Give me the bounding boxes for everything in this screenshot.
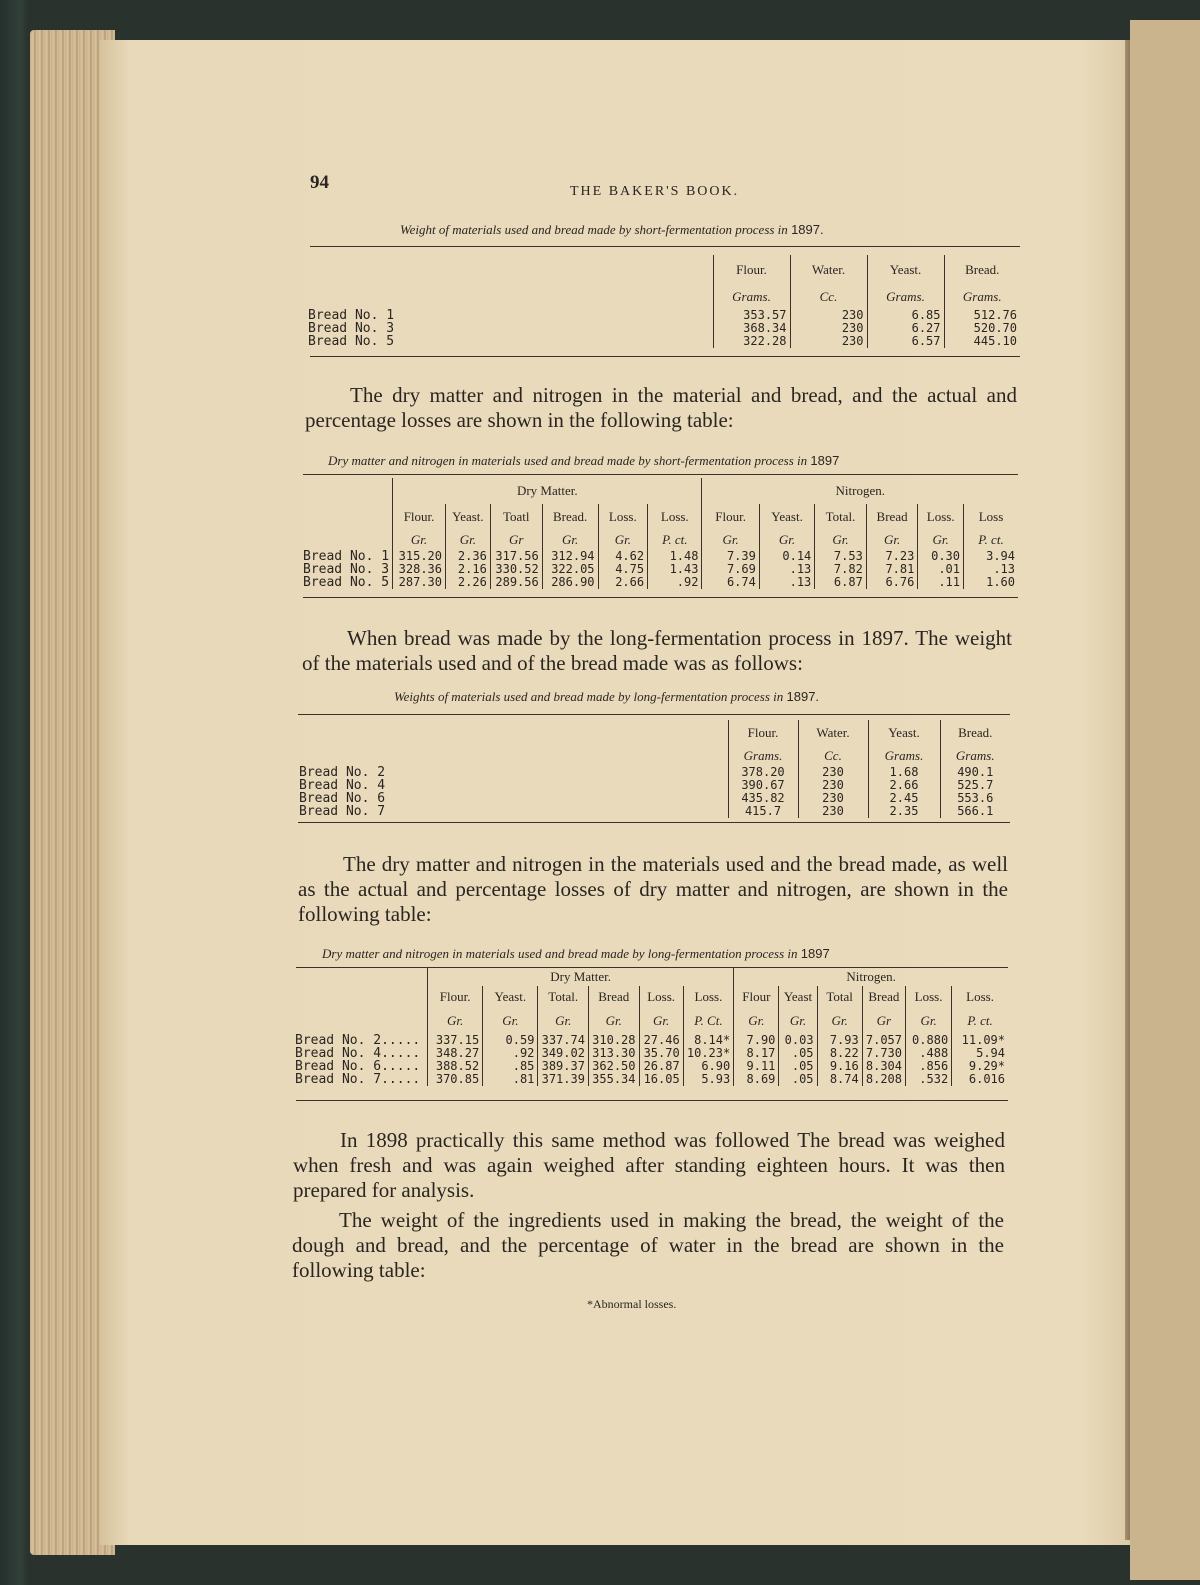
- column-header: Bread.: [542, 504, 598, 530]
- cell: .85: [483, 1060, 538, 1073]
- column-unit: P. ct.: [964, 530, 1018, 550]
- cell: .01: [918, 563, 964, 576]
- t3-unit: Grams.: [940, 746, 1010, 766]
- cell: 490.1: [940, 766, 1010, 779]
- footnote: *Abnormal losses.: [587, 1297, 677, 1311]
- column-header: Loss.: [952, 986, 1008, 1008]
- cell: .81: [483, 1073, 538, 1086]
- cell: 0.03: [779, 1034, 817, 1047]
- column-unit: Gr.: [446, 530, 491, 550]
- column-unit: Gr.: [598, 530, 648, 550]
- t2-group-dry-matter: Dry Matter.: [393, 478, 702, 504]
- cell: 286.90: [542, 576, 598, 589]
- table3-caption: Weights of materials used and bread made by long-fermentation process in 1897.: [394, 689, 820, 704]
- cell: .13: [759, 563, 814, 576]
- paragraph-1: The dry matter and nitrogen in the material and bread, and the actual and percentage losses are shown in the following table:: [305, 383, 1017, 432]
- cell: 230: [790, 309, 867, 322]
- table4: [292, 968, 1008, 1086]
- column-header: Total: [817, 986, 862, 1008]
- cell: .532: [906, 1073, 952, 1086]
- cell: 3.94: [964, 550, 1018, 563]
- t3-col-flour: Flour.: [728, 720, 798, 746]
- table4-caption: Dry matter and nitrogen in materials used and bread made by long-fermentation process in 1897: [322, 946, 830, 961]
- cell: 8.14*: [683, 1034, 734, 1047]
- cell: 310.28: [588, 1034, 639, 1047]
- column-header: Loss.: [906, 986, 952, 1008]
- cell: .856: [906, 1060, 952, 1073]
- table3-bottom-rule: [298, 822, 1010, 823]
- column-header: Flour.: [393, 504, 446, 530]
- column-header: Toatl: [490, 504, 542, 530]
- cell: 390.67: [728, 779, 798, 792]
- cell: 9.16: [817, 1060, 862, 1073]
- cell: 7.057: [862, 1034, 905, 1047]
- cell: 6.27: [867, 322, 944, 335]
- cell: 7.39: [702, 550, 759, 563]
- column-header: Flour: [734, 986, 779, 1008]
- table3: [296, 720, 1010, 818]
- cell: .488: [906, 1047, 952, 1060]
- cell: 370.85: [428, 1073, 483, 1086]
- column-unit: Gr.: [734, 1008, 779, 1034]
- column-header: Loss.: [639, 986, 683, 1008]
- table3-top-rule: [298, 714, 1010, 715]
- cell: 289.56: [490, 576, 542, 589]
- cell: 328.36: [393, 563, 446, 576]
- t3-col-water: Water.: [798, 720, 868, 746]
- cell: 378.20: [728, 766, 798, 779]
- column-header: Bread: [862, 986, 905, 1008]
- column-header: Loss.: [683, 986, 734, 1008]
- cell: 9.11: [734, 1060, 779, 1073]
- row-label: Bread No. 2: [299, 765, 386, 780]
- page-number: 94: [310, 172, 329, 193]
- cell: 389.37: [538, 1060, 589, 1073]
- t1-body: [305, 309, 1020, 348]
- column-header: Bread: [588, 986, 639, 1008]
- paragraph-4: In 1898 practically this same method was followed The bread was weighed when fresh and was again weighed after standing eighteen hours. It was then prepared for analysis.: [293, 1128, 1005, 1202]
- column-unit: Gr.: [817, 1008, 862, 1034]
- cell: 525.7: [940, 779, 1010, 792]
- cell: 2.66: [598, 576, 648, 589]
- cell: 6.016: [952, 1073, 1008, 1086]
- cell: 8.208: [862, 1073, 905, 1086]
- cell: 353.57: [713, 309, 790, 322]
- column-header: Loss.: [918, 504, 964, 530]
- cell: 35.70: [639, 1047, 683, 1060]
- cell: 7.81: [866, 563, 918, 576]
- t1-unit: Cc.: [790, 285, 867, 309]
- row-label: Bread No. 7.....: [295, 1072, 421, 1087]
- cell: 10.23*: [683, 1047, 734, 1060]
- table1-top-rule: [310, 246, 1020, 247]
- column-header: Loss.: [598, 504, 648, 530]
- cell: 8.74: [817, 1073, 862, 1086]
- paragraph-5: The weight of the ingredients used in making the bread, the weight of the dough and bread, and the percentage of water in the bread are shown in the following table:: [292, 1208, 1004, 1282]
- cell: 362.50: [588, 1060, 639, 1073]
- cell: 230: [790, 322, 867, 335]
- column-unit: P. ct.: [952, 1008, 1008, 1034]
- cell: 6.90: [683, 1060, 734, 1073]
- cell: 0.30: [918, 550, 964, 563]
- column-unit: Gr.: [918, 530, 964, 550]
- cell: 7.730: [862, 1047, 905, 1060]
- column-unit: Gr.: [483, 1008, 538, 1034]
- row-label: Bread No. 1: [303, 549, 390, 564]
- cell: 230: [798, 792, 868, 805]
- cell: 7.53: [815, 550, 867, 563]
- cell: 348.27: [428, 1047, 483, 1060]
- paragraph-2: When bread was made by the long-fermentation process in 1897. The weight of the materials used and of the bread made was as follows:: [302, 626, 1012, 675]
- cell: 368.34: [713, 322, 790, 335]
- running-title: THE BAKER'S BOOK.: [570, 184, 740, 199]
- t4-group-nitrogen: Nitrogen.: [734, 968, 1008, 986]
- t1-col-flour: Flour.: [713, 255, 790, 285]
- cell: 230: [798, 779, 868, 792]
- cell: .05: [779, 1047, 817, 1060]
- cell: 6.57: [867, 335, 944, 348]
- column-unit: Gr.: [538, 1008, 589, 1034]
- column-unit: Gr.: [639, 1008, 683, 1034]
- column-header: Loss: [964, 504, 1018, 530]
- t1-unit: Grams.: [867, 285, 944, 309]
- column-unit: Gr.: [866, 530, 918, 550]
- cell: 415.7: [728, 805, 798, 818]
- t3-unit: Grams.: [728, 746, 798, 766]
- cell: 7.69: [702, 563, 759, 576]
- t1-unit: Grams.: [713, 285, 790, 309]
- cell: 26.87: [639, 1060, 683, 1073]
- cell: 2.16: [446, 563, 491, 576]
- column-header: Yeast.: [483, 986, 538, 1008]
- cell: 8.69: [734, 1073, 779, 1086]
- table4-bottom-rule: [296, 1100, 1008, 1101]
- t3-col-bread: Bread.: [940, 720, 1010, 746]
- column-unit: Gr: [490, 530, 542, 550]
- t1-col-yeast: Yeast.: [867, 255, 944, 285]
- column-header: Flour.: [428, 986, 483, 1008]
- cell: 520.70: [944, 322, 1020, 335]
- cell: 1.68: [868, 766, 940, 779]
- table-row: [300, 576, 1018, 589]
- cell: 330.52: [490, 563, 542, 576]
- column-unit: Gr.: [779, 1008, 817, 1034]
- column-unit: P. Ct.: [683, 1008, 734, 1034]
- column-header: Total.: [815, 504, 867, 530]
- cell: 7.82: [815, 563, 867, 576]
- paragraph-3: The dry matter and nitrogen in the materials used and the bread made, as well as the actual and percentage losses of dry matter and nitrogen, are shown in the following table:: [298, 852, 1008, 926]
- cell: 16.05: [639, 1073, 683, 1086]
- column-unit: Gr.: [906, 1008, 952, 1034]
- t2-group-nitrogen: Nitrogen.: [702, 478, 1018, 504]
- cell: 230: [798, 766, 868, 779]
- column-header: Bread: [866, 504, 918, 530]
- column-unit: Gr.: [759, 530, 814, 550]
- table1-bottom-rule: [310, 356, 1020, 357]
- column-unit: Gr.: [588, 1008, 639, 1034]
- t2-body: [300, 550, 1018, 589]
- table2-bottom-rule: [303, 597, 1018, 598]
- cell: 315.20: [393, 550, 446, 563]
- row-label: Bread No. 7: [299, 804, 386, 819]
- cell: 349.02: [538, 1047, 589, 1060]
- table1-caption: Weight of materials used and bread made by short-fermentation process in 1897.: [400, 222, 824, 237]
- cell: 7.23: [866, 550, 918, 563]
- cell: 4.62: [598, 550, 648, 563]
- cell: .92: [648, 576, 702, 589]
- column-header: Yeast: [779, 986, 817, 1008]
- cell: 355.34: [588, 1073, 639, 1086]
- row-label: Bread No. 3: [308, 321, 395, 336]
- cell: 8.304: [862, 1060, 905, 1073]
- cell: 7.90: [734, 1034, 779, 1047]
- table-row: [292, 1073, 1008, 1086]
- cell: 388.52: [428, 1060, 483, 1073]
- column-unit: Gr.: [702, 530, 759, 550]
- table1: [305, 255, 1020, 348]
- cell: 0.880: [906, 1034, 952, 1047]
- cell: 9.29*: [952, 1060, 1008, 1073]
- t1-col-bread: Bread.: [944, 255, 1020, 285]
- cell: 6.76: [866, 576, 918, 589]
- t3-unit: Grams.: [868, 746, 940, 766]
- cell: 2.36: [446, 550, 491, 563]
- cell: 313.30: [588, 1047, 639, 1060]
- cell: 312.94: [542, 550, 598, 563]
- t4-body: [292, 1034, 1008, 1086]
- cell: 2.66: [868, 779, 940, 792]
- table2-caption: Dry matter and nitrogen in materials used and bread made by short-fermentation process in 1897: [328, 453, 840, 468]
- cell: 8.22: [817, 1047, 862, 1060]
- cell: 6.87: [815, 576, 867, 589]
- row-label: Bread No. 5: [308, 334, 395, 349]
- row-label: Bread No. 5: [303, 575, 390, 590]
- cell: 371.39: [538, 1073, 589, 1086]
- cell: 512.76: [944, 309, 1020, 322]
- column-unit: P. ct.: [648, 530, 702, 550]
- table-row: [296, 805, 1010, 818]
- column-unit: Gr.: [542, 530, 598, 550]
- table1-stub: [305, 255, 713, 285]
- cell: 6.74: [702, 576, 759, 589]
- cell: 0.14: [759, 550, 814, 563]
- cell: 5.94: [952, 1047, 1008, 1060]
- cell: 7.93: [817, 1034, 862, 1047]
- cell: 1.60: [964, 576, 1018, 589]
- column-unit: Gr.: [393, 530, 446, 550]
- table2-top-rule: [303, 474, 1018, 475]
- cell: .05: [779, 1060, 817, 1073]
- column-header: Flour.: [702, 504, 759, 530]
- cell: 337.15: [428, 1034, 483, 1047]
- cell: .05: [779, 1073, 817, 1086]
- cell: 8.17: [734, 1047, 779, 1060]
- column-unit: Gr.: [428, 1008, 483, 1034]
- cell: 230: [790, 335, 867, 348]
- row-label: Bread No. 6.....: [295, 1059, 421, 1074]
- row-label: Bread No. 3: [303, 562, 390, 577]
- row-label: Bread No. 2.....: [295, 1033, 421, 1048]
- cell: 0.59: [483, 1034, 538, 1047]
- column-header: Loss.: [648, 504, 702, 530]
- cell: 6.85: [867, 309, 944, 322]
- t1-unit: Grams.: [944, 285, 1020, 309]
- cell: 27.46: [639, 1034, 683, 1047]
- cell: 2.45: [868, 792, 940, 805]
- cell: 566.1: [940, 805, 1010, 818]
- cell: 1.48: [648, 550, 702, 563]
- cell: 337.74: [538, 1034, 589, 1047]
- row-label: Bread No. 1: [308, 308, 395, 323]
- t1-col-water: Water.: [790, 255, 867, 285]
- t3-col-yeast: Yeast.: [868, 720, 940, 746]
- cell: .92: [483, 1047, 538, 1060]
- cell: 435.82: [728, 792, 798, 805]
- cell: 230: [798, 805, 868, 818]
- row-label: Bread No. 4.....: [295, 1046, 421, 1061]
- t3-unit: Cc.: [798, 746, 868, 766]
- cell: 11.09*: [952, 1034, 1008, 1047]
- column-header: Total.: [538, 986, 589, 1008]
- cell: 287.30: [393, 576, 446, 589]
- t3-body: [296, 766, 1010, 818]
- column-unit: Gr.: [815, 530, 867, 550]
- cell: 2.35: [868, 805, 940, 818]
- cell: 1.43: [648, 563, 702, 576]
- cell: 5.93: [683, 1073, 734, 1086]
- cell: 322.28: [713, 335, 790, 348]
- table2: [300, 478, 1018, 589]
- cell: .13: [964, 563, 1018, 576]
- column-header: Yeast.: [759, 504, 814, 530]
- table-row: [305, 335, 1020, 348]
- row-label: Bread No. 6: [299, 791, 386, 806]
- column-header: Yeast.: [446, 504, 491, 530]
- column-unit: Gr: [862, 1008, 905, 1034]
- cell: 322.05: [542, 563, 598, 576]
- cell: .11: [918, 576, 964, 589]
- cell: 445.10: [944, 335, 1020, 348]
- row-label: Bread No. 4: [299, 778, 386, 793]
- cell: 2.26: [446, 576, 491, 589]
- cell: 4.75: [598, 563, 648, 576]
- cell: 317.56: [490, 550, 542, 563]
- cell: 553.6: [940, 792, 1010, 805]
- cell: .13: [759, 576, 814, 589]
- t4-group-dry-matter: Dry Matter.: [428, 968, 734, 986]
